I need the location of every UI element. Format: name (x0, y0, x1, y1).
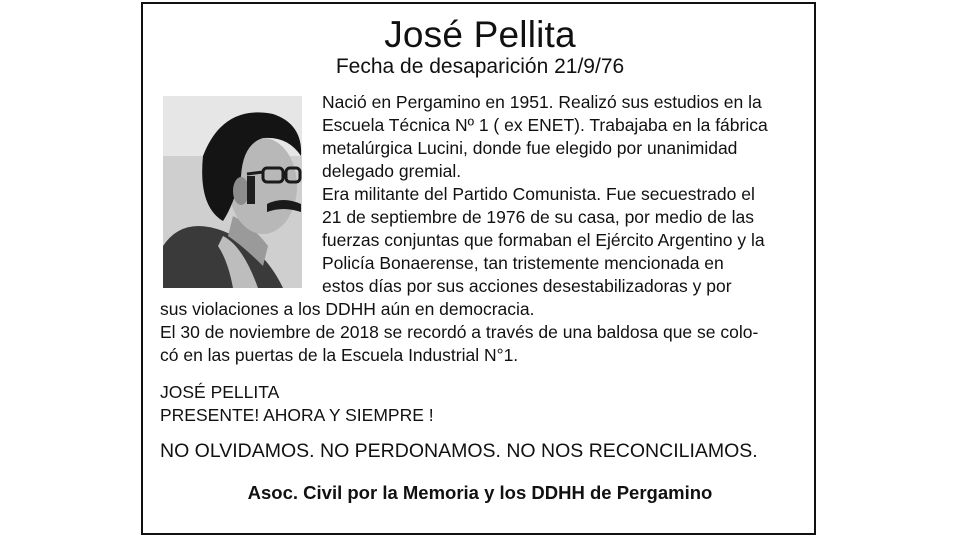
bio-line: có en las puertas de la Escuela Industrial N°1. (160, 345, 519, 365)
disappearance-date: Fecha de desaparición 21/9/76 (335, 55, 625, 78)
bio-line: fuerzas conjuntas que formaban el Ejército Argentino y la (322, 230, 765, 250)
bio-line: El 30 de noviembre de 2018 se recordó a través de una baldosa que se colo- (160, 322, 759, 342)
bio-line: metalúrgica Lucini, donde fue elegido por unanimidad (322, 138, 738, 158)
tribute-name: JOSÉ PELLITA (160, 382, 280, 402)
bio-line: sus violaciones a los DDHH aún en democracia. (160, 299, 535, 319)
portrait-image (163, 96, 302, 288)
organization-signature: Asoc. Civil por la Memoria y los DDHH de Pergamino (247, 482, 713, 503)
bio-line: Era militante del Partido Comunista. Fue secuestrado el (322, 184, 755, 204)
bio-line: Nació en Pergamino en 1951. Realizó sus estudios en la (322, 92, 762, 112)
portrait-photo (163, 96, 302, 288)
tribute-present: PRESENTE! AHORA Y SIEMPRE ! (160, 405, 434, 425)
bio-line: 21 de septiembre de 1976 de su casa, por medio de las (322, 207, 754, 227)
bio-line: estos días por sus acciones desestabilizadoras y por (322, 276, 732, 296)
slogan: NO OLVIDAMOS. NO PERDONAMOS. NO NOS RECONCILIAMOS. (160, 440, 758, 462)
bio-line: Policía Bonaerense, tan tristemente mencionada en (322, 253, 724, 273)
bio-line: Escuela Técnica Nº 1 ( ex ENET). Trabajaba en la fábrica (322, 115, 768, 135)
person-name: José Pellita (384, 14, 576, 55)
bio-line: delegado gremial. (322, 161, 462, 181)
